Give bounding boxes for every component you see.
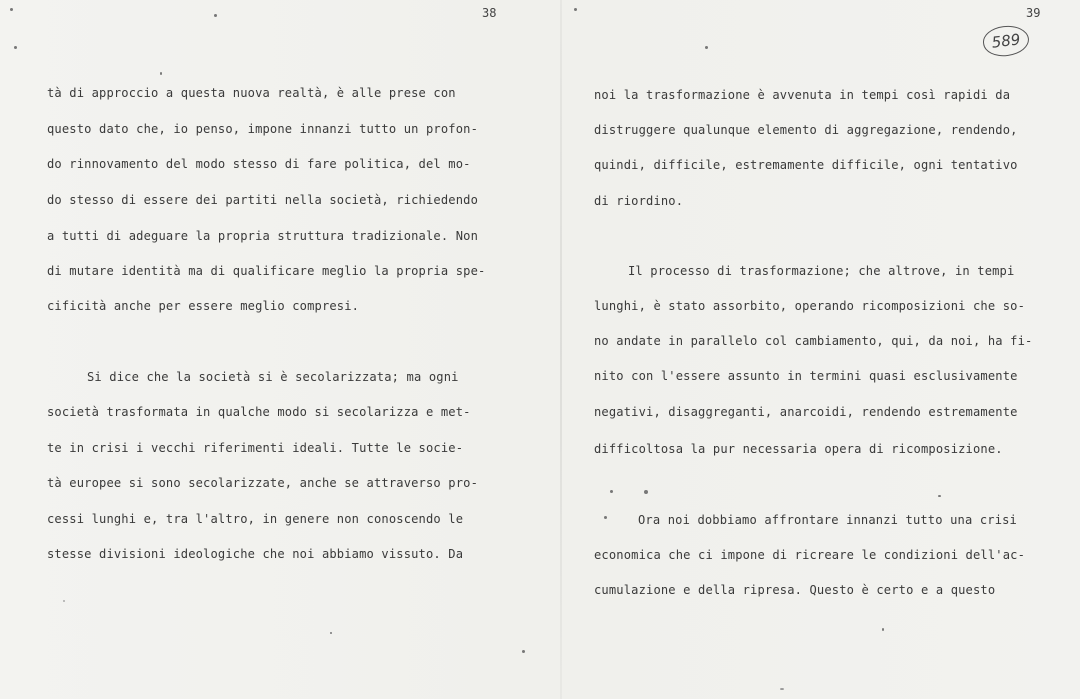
left-line-3: do rinnovamento del modo stesso di fare politica, del mo- — [47, 157, 471, 171]
scan-speck — [938, 495, 941, 497]
scan-speck — [330, 632, 332, 634]
scan-speck — [644, 490, 648, 494]
left-line-10: te in crisi i vecchi riferimenti ideali. Tutte le socie- — [47, 441, 464, 455]
left-line-8: Si dice che la società si è secolarizzata; ma ogni — [87, 370, 459, 384]
left-line-5: a tutti di adeguare la propria struttura tradizionale. Non — [47, 229, 479, 243]
right-line-1: noi la trasformazione è avvenuta in tempi così rapidi da — [594, 88, 1011, 102]
scan-speck — [522, 650, 525, 653]
scan-speck — [63, 600, 65, 602]
right-line-10: difficoltosa la pur necessaria opera di ricomposizione. — [594, 442, 1003, 456]
right-line-8: nito con l'essere assunto in termini quasi esclusivamente — [594, 369, 1018, 383]
scan-speck — [882, 628, 884, 631]
left-line-13: stesse divisioni ideologiche che noi abbiamo vissuto. Da — [47, 547, 464, 561]
left-line-9: società trasformata in qualche modo si secolarizza e met- — [47, 405, 471, 419]
right-line-13: cumulazione e della ripresa. Questo è certo e a questo — [594, 583, 996, 597]
right-line-12: economica che ci impone di ricreare le condizioni dell'ac- — [594, 548, 1026, 562]
scan-speck — [214, 14, 217, 17]
left-line-2: questo dato che, io penso, impone innanzi tutto un profon- — [47, 122, 479, 136]
left-page-number: 38 — [482, 6, 497, 20]
right-line-6: lunghi, è stato assorbito, operando ricomposizioni che so- — [594, 299, 1026, 313]
right-line-7: no andate in parallelo col cambiamento, qui, da noi, ha fi- — [594, 334, 1033, 348]
scan-speck — [10, 8, 13, 11]
left-line-6: di mutare identità ma di qualificare meglio la propria spe- — [47, 264, 486, 278]
right-page-number: 39 — [1026, 6, 1041, 20]
scan-speck — [160, 72, 162, 75]
right-line-3: quindi, difficile, estremamente difficile, ogni tentativo — [594, 158, 1018, 172]
right-line-2: distruggere qualunque elemento di aggregazione, rendendo, — [594, 123, 1018, 137]
right-line-4: di riordino. — [594, 194, 684, 208]
scan-speck — [780, 688, 784, 690]
scan-speck — [604, 516, 607, 519]
right-page — [560, 0, 1080, 699]
left-line-11: tà europee si sono secolarizzate, anche se attraverso pro- — [47, 476, 479, 490]
scan-speck — [574, 8, 577, 11]
left-line-12: cessi lunghi e, tra l'altro, in genere non conoscendo le — [47, 512, 464, 526]
left-line-1: tà di approccio a questa nuova realtà, è alle prese con — [47, 86, 456, 100]
right-line-9: negativi, disaggreganti, anarcoidi, rendendo estremamente — [594, 405, 1018, 419]
right-line-5: Il processo di trasformazione; che altrove, in tempi — [628, 264, 1015, 278]
right-line-11: Ora noi dobbiamo affrontare innanzi tutto una crisi — [638, 513, 1017, 527]
scan-speck — [14, 46, 17, 49]
archive-stamp: 589 — [981, 23, 1030, 58]
left-line-7: cificità anche per essere meglio compresi. — [47, 299, 360, 313]
scan-speck — [610, 490, 613, 493]
scan-speck — [705, 46, 708, 49]
left-line-4: do stesso di essere dei partiti nella società, richiedendo — [47, 193, 479, 207]
